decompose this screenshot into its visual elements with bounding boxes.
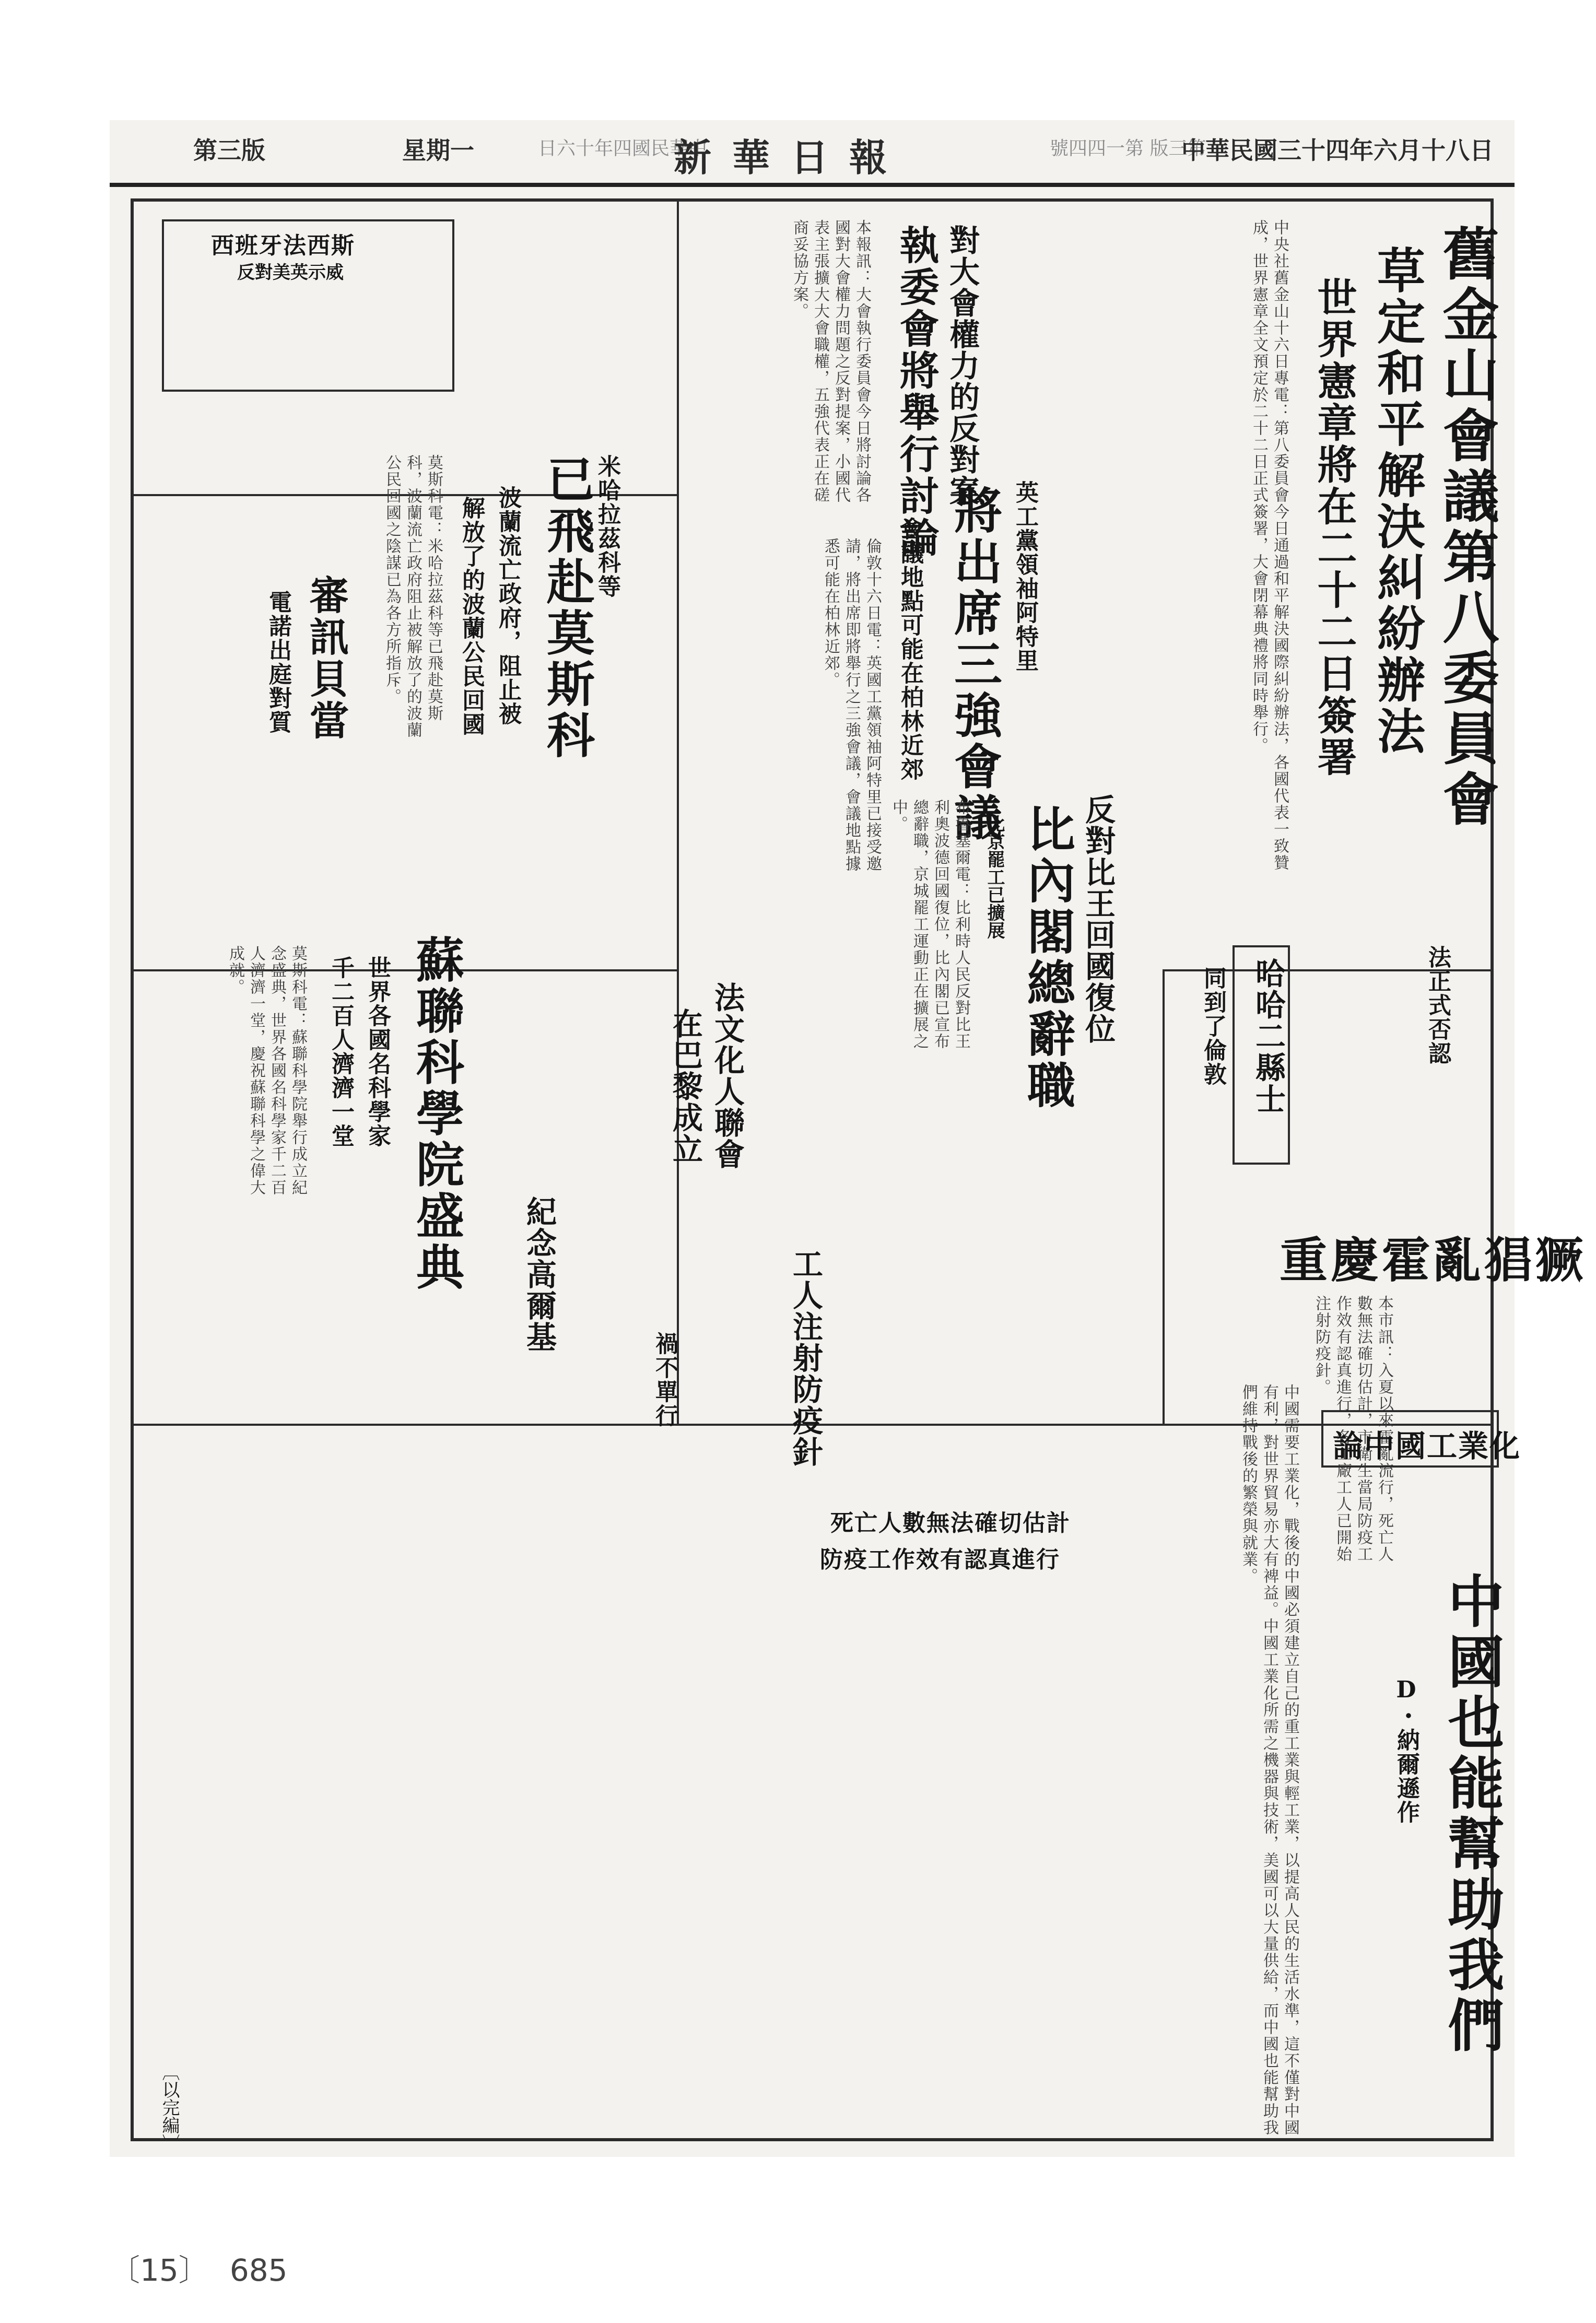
headline-belgium-resign: 比內閣總辭職 <box>1019 804 1076 1111</box>
author-byline: D・納爾遜作 <box>1393 1676 1419 1824</box>
headline-cholera-deaths: 死亡人數無法確切估計 <box>830 1510 1071 1536</box>
end-mark: 〔以完編〕 <box>159 2063 180 2152</box>
headline-berlin: 會議地點可能在柏林近郊 <box>897 517 923 781</box>
headline-belgium-sub: 比京罷工已擴展 <box>984 815 1005 939</box>
headline-three-powers: 將出席三強會議 <box>946 486 1003 844</box>
article-body: 莫斯科電：蘇聯科學院舉行成立紀念盛典，世界各國名科學家千二百人濟濟一堂，慶祝蘇聯科學之偉大成就。 <box>226 945 307 1196</box>
headline-poland-names: 米哈拉茲科等 <box>594 454 620 599</box>
headline-law-tribunal: 法正式否認 <box>1424 945 1451 1065</box>
issue-date: 中華民國三十四年六月十八日 <box>1181 136 1494 165</box>
article-body: 本市訊：入夏以來霍亂流行，死亡人數無法確切估計，市衛生當局防疫工作效有認真進行，各工廠工人已開始注射防疫針。 <box>1312 1295 1393 1563</box>
article-body: 倫敦十六日電：英國工黨領袖阿特里已接受邀請，將出席即將舉行之三強會議，會議地點據悉可能在柏林近郊。 <box>822 538 882 872</box>
article-body: 布魯塞爾電：比利時人民反對比王利奧波德回國復位，比內閣已宣布總辭職，京城罷工運動正在擴展之中。 <box>889 799 970 1050</box>
bleed-through-text: 號四四一第 版三第 <box>1050 138 1206 159</box>
newspaper-title: 新華日報 <box>674 135 908 180</box>
headline-harbin: 哈哈二縣士 <box>1250 958 1286 1114</box>
newspaper-page <box>110 120 1587 2157</box>
headline-belgium-oppose: 反對比王回國復位 <box>1080 794 1116 1045</box>
archive-footer <box>110 2246 288 2290</box>
headline-spain: 西班牙法西斯 <box>211 232 355 259</box>
headline-harbin-sub: 同到了倫敦 <box>1200 966 1226 1086</box>
archive-index: 〔15〕 <box>110 2252 209 2288</box>
headline-sf-conference: 舊金山會議第八委員會 <box>1433 225 1499 830</box>
headline-chongqing-cholera: 重慶霍亂猖獗 <box>1280 1232 1587 1288</box>
article-body: 莫斯科電：米哈拉茲科等已飛赴莫斯科，波蘭流亡政府阻止被解放了的波蘭公民回國之陰謀已為各方所指斥。 <box>383 454 443 738</box>
headline-french-culture: 法文化人聯會 <box>709 982 745 1170</box>
headline-cholera-short: 禍不單行 <box>651 1332 678 1428</box>
headline-cholera-prevent: 防疫工作效有認真進行 <box>820 1546 1060 1573</box>
headline-poland-exile: 波蘭流亡政府，阻止被 <box>495 486 521 726</box>
headline-exec-discuss: 執委會將舉行討論 <box>893 225 940 559</box>
headline-trial: 審訊貝當 <box>303 574 349 742</box>
article-body: 本報訊：大會執行委員會今日將討論各國對大會權力問題之反對提案，小國代表主張擴大大會職權，五強代表正在磋商妥協方案。 <box>790 219 871 503</box>
spain-box <box>162 219 454 392</box>
headline-attlee: 英工黨領袖阿特里 <box>1012 480 1038 673</box>
headline-soviet-sub2: 千二百人濟濟一堂 <box>327 956 354 1148</box>
masthead <box>110 120 1515 187</box>
headline-trial-sub: 電諾出庭對質 <box>265 590 291 734</box>
headline-soviet-sub1: 世界各國名科學家 <box>364 956 391 1148</box>
headline-spain-sub: 反對美英示威 <box>237 262 344 283</box>
headline-workers-inject: 工人注射防疫針 <box>788 1248 823 1468</box>
column-title-box <box>1321 1410 1521 1468</box>
article-body: 中央社舊金山十六日專電：第八委員會今日通過和平解決國際糾紛辦法，各國代表一致贊成，世界憲章全文預定於二十二日正式簽署，大會閉幕典禮將同時舉行。 <box>1250 219 1289 871</box>
headline-opposition: 對大會權力的反對案 <box>944 225 980 507</box>
headline-poland-fly: 已飛赴莫斯科 <box>539 454 595 761</box>
headline-china-help: 中國也能幫助我們 <box>1438 1572 1504 2057</box>
headline-china-industry: 論中國工業化 <box>1333 1428 1521 1464</box>
headline-paris: 在巴黎成立 <box>667 1008 703 1165</box>
archive-page-number: 685 <box>229 2252 288 2288</box>
headline-gorky: 紀念高爾基 <box>521 1196 557 1353</box>
headline-charter-sign: 世界憲章將在二十二日簽署 <box>1311 277 1357 778</box>
bleed-through-text: 日六十年四國民華中 <box>538 138 708 159</box>
headline-peace-method: 草定和平解決糾紛辦法 <box>1369 245 1426 757</box>
article-body: 中國需要工業化，戰後的中國必須建立自己的重工業與輕工業，以提高人民的生活水準，這不僅對中國有利，對世界貿易亦大有裨益。中國工業化所需之機器與技術，美國可以大量供給，而中國也能幫助我們維持戰後的繁榮與就業。 <box>1239 1384 1299 2136</box>
page-number-label: 第三版 <box>193 136 265 165</box>
weekday-label: 星期一 <box>402 136 474 165</box>
headline-soviet-science: 蘇聯科學院盛典 <box>408 935 465 1293</box>
headline-poland-people: 解放了的波蘭公民回國 <box>458 496 485 736</box>
boxed-headline <box>1233 945 1290 1165</box>
